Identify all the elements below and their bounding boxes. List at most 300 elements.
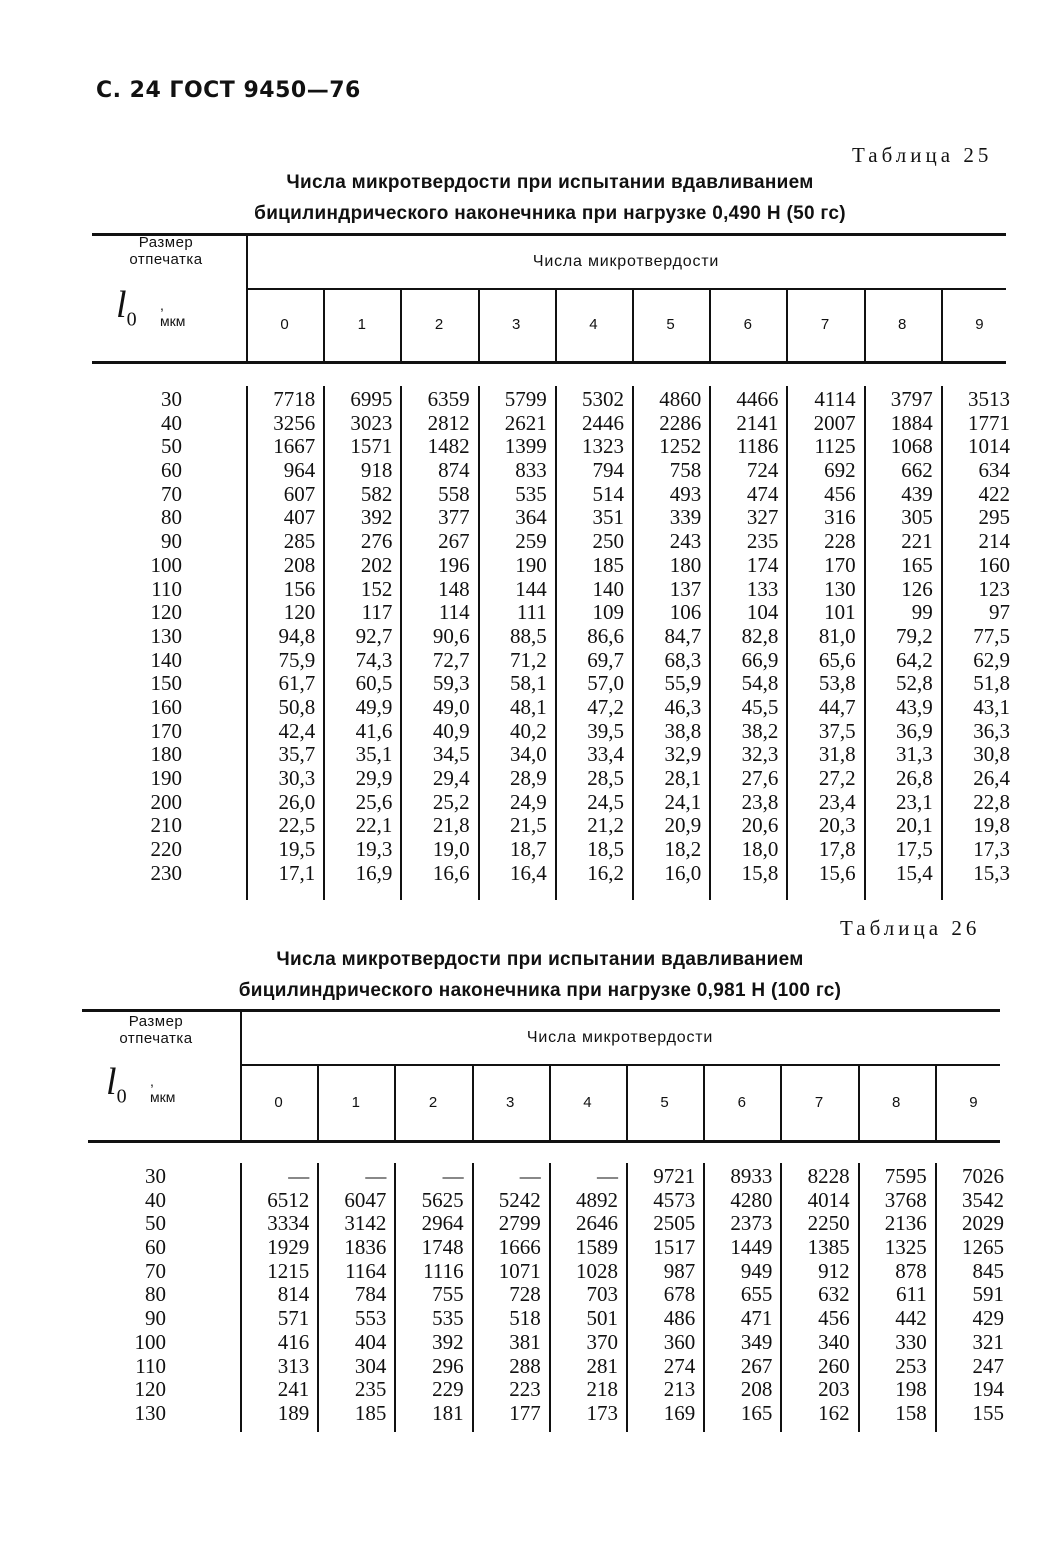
- value-cell: 162: [818, 1400, 850, 1425]
- table-26-size-header: [86, 1013, 226, 1047]
- column-header: 7: [814, 1094, 824, 1111]
- value-cell: 558: [438, 481, 470, 506]
- value-cell: 1517: [653, 1235, 696, 1260]
- value-cell: 241: [277, 1377, 310, 1402]
- value-cell: 26,0: [278, 789, 316, 814]
- size-cell: 60: [145, 1235, 166, 1260]
- value-cell: 5302: [581, 387, 624, 411]
- value-cell: 72,7: [432, 647, 470, 672]
- size-cell: 190: [150, 766, 182, 790]
- value-column: [636, 388, 701, 885]
- size-cell: 180: [150, 742, 182, 767]
- value-cell: 22,8: [973, 789, 1010, 814]
- value-cell: 474: [746, 481, 779, 506]
- value-cell: 190: [515, 552, 547, 577]
- value-cell: 48,1: [510, 694, 547, 719]
- value-cell: 1667: [273, 434, 316, 459]
- value-cell: 27,2: [818, 766, 856, 790]
- value-cell: 330: [895, 1329, 927, 1354]
- value-cell: 4573: [653, 1187, 696, 1212]
- value-cell: 235: [746, 529, 779, 554]
- value-cell: 6995: [350, 387, 393, 411]
- value-cell: 5625: [421, 1187, 464, 1212]
- value-cell: 339: [669, 505, 702, 530]
- value-cell: 28,5: [587, 766, 624, 790]
- value-cell: 82,8: [741, 623, 779, 648]
- body-column-separator: [626, 1163, 628, 1432]
- value-cell: 1884: [890, 410, 933, 435]
- value-cell: 31,3: [896, 742, 933, 767]
- value-column: [707, 1165, 772, 1426]
- size-cell: 80: [161, 505, 182, 530]
- value-cell: 77,5: [973, 623, 1010, 648]
- table-26-size-symbol: [106, 1060, 127, 1109]
- value-cell: 591: [972, 1282, 1004, 1307]
- column-header: 3: [512, 316, 521, 333]
- value-cell: 36,3: [973, 718, 1010, 743]
- value-cell: 61,7: [278, 671, 316, 696]
- size-column: [102, 388, 182, 885]
- value-cell: 6512: [267, 1187, 310, 1212]
- value-cell: 20,9: [664, 813, 702, 838]
- value-cell: 25,2: [432, 789, 470, 814]
- value-cell: 15,3: [973, 860, 1010, 885]
- value-cell: 243: [669, 529, 702, 554]
- value-cell: 260: [818, 1353, 850, 1378]
- value-cell: —: [596, 1164, 618, 1188]
- value-cell: 7026: [961, 1164, 1004, 1188]
- value-cell: 32,3: [741, 742, 779, 767]
- column-header: 3: [506, 1094, 515, 1111]
- column-header: 9: [969, 1094, 978, 1111]
- body-column-separator: [709, 386, 711, 900]
- value-cell: 6359: [427, 387, 470, 411]
- size-cell: 100: [150, 552, 182, 577]
- value-cell: 17,3: [973, 837, 1010, 862]
- value-cell: 40,9: [432, 718, 470, 743]
- header-column-separator: [240, 1009, 242, 1140]
- table-26-unit: , мкм: [150, 1073, 176, 1105]
- value-cell: 169: [663, 1400, 696, 1425]
- value-cell: 126: [901, 576, 933, 601]
- table-25-size-symbol: [116, 283, 137, 332]
- value-cell: 1323: [581, 434, 624, 459]
- value-cell: 703: [586, 1282, 618, 1307]
- value-cell: 104: [746, 600, 779, 625]
- table-25-group-label: Числа микротвердости: [532, 253, 720, 270]
- value-cell: 29,9: [355, 766, 393, 790]
- value-cell: 3768: [884, 1187, 927, 1212]
- value-cell: 133: [746, 576, 779, 601]
- size-cell: 60: [161, 458, 182, 483]
- size-cell: 90: [145, 1306, 166, 1331]
- value-cell: 68,3: [664, 647, 702, 672]
- value-cell: 152: [360, 576, 393, 601]
- value-cell: 223: [509, 1377, 541, 1402]
- value-cell: 1929: [267, 1235, 310, 1260]
- value-cell: 2250: [807, 1211, 850, 1236]
- value-cell: 28,9: [510, 766, 547, 790]
- value-cell: 2286: [659, 410, 702, 435]
- value-cell: 17,1: [278, 860, 316, 885]
- value-cell: 23,1: [896, 789, 933, 814]
- value-column: [327, 388, 392, 885]
- size-cell: 140: [150, 647, 182, 672]
- table-26-top-rule: [82, 1009, 1000, 1012]
- value-cell: 918: [360, 458, 393, 483]
- value-cell: 228: [824, 529, 856, 554]
- value-cell: 1399: [504, 434, 547, 459]
- value-cell: 90,6: [432, 623, 470, 648]
- value-cell: 392: [432, 1329, 464, 1354]
- value-column: [476, 1165, 541, 1426]
- value-cell: 194: [972, 1377, 1004, 1402]
- table-25-size-header: [96, 234, 236, 268]
- size-cell: 30: [145, 1164, 166, 1188]
- value-cell: 19,3: [355, 837, 393, 862]
- column-header: 4: [583, 1094, 592, 1111]
- value-cell: 259: [515, 529, 547, 554]
- value-cell: 295: [978, 505, 1010, 530]
- value-cell: 404: [354, 1329, 387, 1354]
- value-cell: 964: [283, 458, 316, 483]
- value-cell: 364: [515, 505, 547, 530]
- value-cell: 30,3: [278, 766, 316, 790]
- value-cell: 6047: [344, 1187, 387, 1212]
- body-column-separator: [549, 1163, 551, 1432]
- value-cell: 2136: [884, 1211, 927, 1236]
- value-cell: 439: [901, 481, 933, 506]
- value-cell: 62,9: [973, 647, 1010, 672]
- value-cell: 47,2: [587, 694, 624, 719]
- column-header: 8: [898, 316, 907, 333]
- table-25-symbol-letter: l: [116, 284, 127, 326]
- value-cell: 1571: [350, 434, 393, 459]
- value-cell: 15,8: [741, 860, 779, 885]
- value-cell: 2446: [581, 410, 624, 435]
- value-cell: 8228: [807, 1164, 850, 1188]
- size-cell: 160: [150, 694, 182, 719]
- size-cell: 40: [145, 1187, 166, 1212]
- value-cell: 99: [911, 600, 933, 625]
- value-cell: 35,1: [355, 742, 393, 767]
- column-header: 2: [428, 1094, 438, 1111]
- value-column: [790, 388, 855, 885]
- value-cell: 1186: [737, 434, 779, 459]
- value-cell: 25,6: [355, 789, 393, 814]
- value-column: [553, 1165, 618, 1426]
- value-cell: 253: [895, 1353, 927, 1378]
- table-25-size-header-line1: Размер: [138, 234, 194, 251]
- value-cell: 39,5: [587, 718, 624, 743]
- value-cell: 44,7: [818, 694, 856, 719]
- value-cell: 18,7: [510, 837, 547, 862]
- value-cell: 213: [663, 1377, 696, 1402]
- value-cell: 235: [354, 1377, 387, 1402]
- value-cell: 196: [438, 552, 470, 577]
- value-cell: 2029: [961, 1211, 1004, 1236]
- column-header: 5: [666, 316, 675, 333]
- table-25-title-line1: Числа микротвердости при испытании вдавливанием: [286, 172, 814, 193]
- size-cell: 200: [150, 789, 182, 814]
- size-cell: 110: [151, 576, 182, 601]
- value-cell: 514: [592, 481, 624, 506]
- value-cell: 1836: [344, 1235, 387, 1260]
- value-cell: 758: [669, 458, 702, 483]
- size-cell: 170: [150, 718, 182, 743]
- value-cell: 9721: [653, 1164, 696, 1188]
- value-column: [784, 1165, 849, 1426]
- value-cell: 137: [669, 576, 702, 601]
- value-cell: 218: [586, 1377, 618, 1402]
- body-column-separator: [703, 1163, 705, 1432]
- size-cell: 130: [150, 623, 182, 648]
- size-cell: 120: [150, 600, 182, 625]
- value-cell: 349: [740, 1329, 773, 1354]
- value-cell: 1771: [967, 410, 1010, 435]
- value-cell: 313: [277, 1353, 310, 1378]
- value-cell: 177: [509, 1400, 541, 1425]
- value-cell: 20,6: [741, 813, 779, 838]
- value-column: [868, 388, 933, 885]
- value-column: [244, 1165, 309, 1426]
- value-cell: 784: [354, 1282, 387, 1307]
- value-cell: 1028: [575, 1258, 618, 1283]
- value-cell: 571: [277, 1306, 310, 1331]
- value-cell: 160: [978, 552, 1010, 577]
- value-cell: 535: [515, 481, 547, 506]
- value-cell: 49,9: [355, 694, 393, 719]
- value-cell: 57,0: [587, 671, 624, 696]
- value-cell: 493: [669, 481, 702, 506]
- value-column: [713, 388, 778, 885]
- body-column-separator: [394, 1163, 396, 1432]
- value-cell: 148: [438, 576, 470, 601]
- table-26-group-label: Числа микротвердости: [526, 1029, 714, 1046]
- table-25-label: Таблица 25: [852, 143, 993, 167]
- value-cell: 117: [361, 600, 393, 625]
- value-cell: 144: [515, 576, 547, 601]
- value-cell: 874: [438, 458, 470, 483]
- value-cell: 582: [360, 481, 393, 506]
- value-cell: 109: [592, 600, 624, 625]
- value-cell: 1449: [730, 1235, 773, 1260]
- table-26-title: [150, 944, 930, 1006]
- value-cell: 97: [988, 600, 1010, 625]
- value-cell: 31,8: [818, 742, 856, 767]
- value-cell: 46,3: [664, 694, 702, 719]
- value-cell: 22,1: [355, 813, 393, 838]
- value-column: [945, 388, 1010, 885]
- value-cell: 5799: [504, 387, 547, 411]
- table-26-symbol-letter: l: [106, 1061, 117, 1103]
- value-cell: 2799: [498, 1211, 541, 1236]
- value-cell: 296: [432, 1353, 464, 1378]
- value-cell: 27,6: [741, 766, 779, 790]
- value-cell: 185: [592, 552, 624, 577]
- value-cell: 37,5: [818, 718, 856, 743]
- value-cell: 19,8: [973, 813, 1010, 838]
- body-column-separator: [317, 1163, 319, 1432]
- value-cell: 4280: [730, 1187, 773, 1212]
- value-cell: 370: [586, 1329, 618, 1354]
- value-cell: 155: [972, 1400, 1004, 1425]
- value-cell: 66,9: [741, 647, 779, 672]
- value-cell: 53,8: [818, 671, 856, 696]
- value-cell: 288: [509, 1353, 541, 1378]
- value-cell: 41,6: [355, 718, 393, 743]
- value-cell: 45,5: [741, 694, 779, 719]
- value-column: [939, 1165, 1004, 1426]
- value-cell: 845: [972, 1258, 1004, 1283]
- value-cell: 1482: [427, 434, 470, 459]
- value-cell: 34,5: [432, 742, 470, 767]
- value-cell: 987: [663, 1258, 696, 1283]
- value-cell: 327: [746, 505, 779, 530]
- value-column: [404, 388, 469, 885]
- table-26-title-line2: бицилиндрического наконечника при нагрузке 0,981 Н (100 гс): [238, 980, 842, 1001]
- value-cell: 1589: [575, 1235, 618, 1260]
- value-cell: 1666: [498, 1235, 541, 1260]
- value-cell: 111: [516, 600, 547, 625]
- value-cell: 203: [818, 1377, 850, 1402]
- value-cell: 221: [901, 529, 933, 554]
- column-header: 6: [737, 1094, 746, 1111]
- value-cell: 1252: [659, 434, 702, 459]
- value-cell: 23,8: [741, 789, 779, 814]
- value-cell: 1071: [498, 1258, 541, 1283]
- value-cell: 381: [509, 1329, 541, 1354]
- value-cell: 123: [978, 576, 1010, 601]
- header-column-separator: [246, 233, 248, 361]
- value-cell: 16,4: [510, 860, 547, 885]
- value-cell: 185: [354, 1400, 387, 1425]
- value-cell: 1215: [267, 1258, 310, 1283]
- value-cell: 84,7: [664, 623, 702, 648]
- value-cell: 1125: [814, 434, 856, 459]
- value-column: [398, 1165, 463, 1426]
- value-cell: 535: [432, 1306, 464, 1331]
- value-column: [482, 388, 547, 885]
- value-cell: 19,0: [432, 837, 470, 862]
- value-cell: 15,6: [818, 860, 856, 885]
- value-cell: 202: [360, 552, 393, 577]
- value-cell: 351: [592, 505, 624, 530]
- value-cell: 407: [283, 505, 316, 530]
- value-cell: 24,9: [510, 789, 547, 814]
- value-cell: 471: [740, 1306, 773, 1331]
- size-cell: 110: [135, 1353, 166, 1378]
- value-cell: 442: [895, 1306, 927, 1331]
- size-cell: 230: [150, 860, 182, 885]
- value-cell: 88,5: [510, 623, 547, 648]
- value-cell: 36,9: [896, 718, 933, 743]
- table-25-unit: , мкм: [160, 297, 186, 329]
- value-cell: 878: [895, 1258, 927, 1283]
- value-cell: 180: [669, 552, 702, 577]
- value-cell: 43,9: [896, 694, 933, 719]
- value-cell: 35,7: [278, 742, 316, 767]
- value-cell: 18,2: [664, 837, 702, 862]
- table-25-group-rule: [246, 288, 1006, 290]
- body-column-separator: [632, 386, 634, 900]
- value-cell: 422: [978, 481, 1010, 506]
- column-header: 4: [589, 316, 598, 333]
- value-cell: 79,2: [896, 623, 933, 648]
- value-cell: 170: [824, 552, 856, 577]
- body-column-separator: [941, 386, 943, 900]
- size-cell: 30: [161, 387, 182, 411]
- table-25-symbol-sub: 0: [126, 308, 137, 331]
- value-cell: 281: [586, 1353, 618, 1378]
- value-cell: 392: [360, 505, 393, 530]
- value-cell: —: [288, 1164, 310, 1188]
- value-cell: 30,8: [973, 742, 1010, 767]
- value-cell: 106: [669, 600, 702, 625]
- value-cell: 64,2: [896, 647, 933, 672]
- value-cell: 15,4: [896, 860, 933, 885]
- value-cell: 22,5: [278, 813, 316, 838]
- value-cell: 3256: [273, 410, 316, 435]
- value-cell: 16,2: [587, 860, 624, 885]
- value-cell: 4466: [736, 387, 779, 411]
- column-header: 5: [660, 1094, 669, 1111]
- value-cell: 114: [438, 600, 470, 625]
- value-cell: 1748: [421, 1235, 464, 1260]
- size-cell: 50: [161, 434, 182, 459]
- value-column: [862, 1165, 927, 1426]
- body-column-separator: [246, 386, 248, 900]
- value-cell: 267: [438, 529, 470, 554]
- size-column: [86, 1165, 166, 1426]
- size-cell: 100: [134, 1329, 166, 1354]
- value-cell: 174: [746, 552, 779, 577]
- value-cell: 285: [283, 529, 316, 554]
- value-cell: 692: [824, 458, 856, 483]
- column-header: 0: [280, 316, 289, 333]
- value-cell: 33,4: [587, 742, 624, 767]
- value-cell: 377: [438, 505, 470, 530]
- value-cell: 250: [592, 529, 624, 554]
- size-cell: 150: [150, 671, 182, 696]
- value-cell: 20,3: [818, 813, 856, 838]
- value-cell: 18,0: [741, 837, 779, 862]
- value-cell: 518: [509, 1306, 541, 1331]
- value-cell: 321: [972, 1329, 1004, 1354]
- column-header: 2: [434, 316, 444, 333]
- value-cell: 267: [740, 1353, 773, 1378]
- table-25-size-header-line2: отпечатка: [129, 251, 203, 268]
- value-cell: 38,2: [741, 718, 779, 743]
- value-cell: 814: [277, 1282, 310, 1307]
- value-cell: 4114: [814, 387, 856, 411]
- value-cell: 101: [824, 600, 856, 625]
- value-cell: 140: [592, 576, 624, 601]
- value-column: [559, 388, 624, 885]
- value-cell: 1116: [423, 1258, 464, 1283]
- value-column: [321, 1165, 386, 1426]
- value-cell: 208: [740, 1377, 773, 1402]
- value-cell: 24,1: [664, 789, 702, 814]
- value-cell: 3142: [344, 1211, 387, 1236]
- value-cell: 1385: [807, 1235, 850, 1260]
- value-cell: 18,5: [587, 837, 624, 862]
- value-cell: 274: [663, 1353, 696, 1378]
- value-cell: 2007: [813, 410, 856, 435]
- value-cell: 60,5: [355, 671, 393, 696]
- value-cell: 7595: [884, 1164, 927, 1188]
- body-column-separator: [323, 386, 325, 900]
